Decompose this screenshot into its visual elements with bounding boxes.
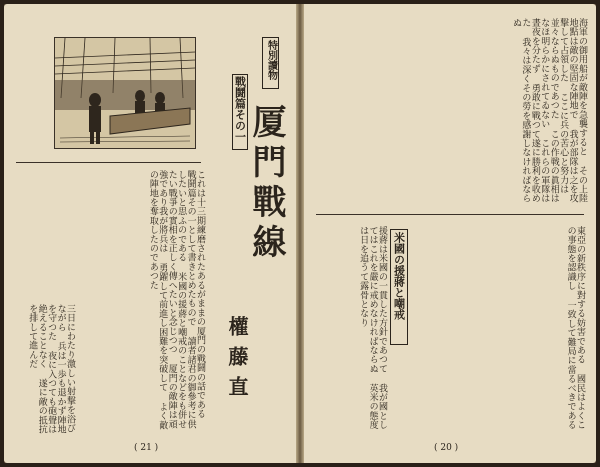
text-column: 我々は深くその勞を感謝しなければならぬ <box>510 18 531 204</box>
section-heading: 米國の援蔣と嘲戒 <box>390 229 408 345</box>
subtitle: 戰鬪篇その一 <box>232 74 248 150</box>
right-page <box>304 4 596 463</box>
text-column: 勇敢に戰つて遂に勝利を收めた <box>520 18 540 204</box>
text-column: 英米の態度は日を追うて露骨となり <box>358 226 378 430</box>
page-number-right: ( 20 ) <box>434 443 459 453</box>
soldiers-illustration-icon <box>54 37 196 149</box>
text-column: 援蔣は米國の一貫した方針であつて <box>377 226 387 374</box>
text-column: 東亞の新秩序に對する妨害である <box>575 226 585 364</box>
text-column: 夜に入つても砲聲は絶えることなく <box>36 304 57 434</box>
text-column: 三日にわたり激しい射撃を浴びながら <box>55 304 75 433</box>
text-column: 厦門の敵陣は頑強であり我が將兵は <box>157 170 177 429</box>
text-column: これらの軍隊は晝夜を分たず <box>529 18 550 204</box>
divider <box>16 162 201 163</box>
text-column: たい戰爭の實相を正しく傳へたいと念じつつ <box>166 170 177 354</box>
text-column: 國民はよくこの事態を認識し <box>565 226 585 430</box>
text-column: よく敵の陣地を奪取したのであつた <box>147 170 168 430</box>
text-column: この作戦の眞相はなほ明らかにされてゐない <box>539 18 559 204</box>
author-name: 權藤直 <box>225 316 249 406</box>
body-text-right-lower-a <box>316 226 386 436</box>
page-number-left: ( 21 ) <box>134 443 159 453</box>
book-spread <box>4 4 596 463</box>
text-column: 兵は一歩も退かず陣地を守つた <box>46 304 66 434</box>
book-gutter <box>296 4 304 463</box>
body-text-right-upper <box>316 18 586 208</box>
body-text-right-lower-b <box>424 226 584 436</box>
text-column: 米國の援蔣と嘲戒のことなどをも併せ <box>176 272 187 429</box>
body-text-left-lower <box>14 304 74 434</box>
text-column: 讀者諸君の御參考に供したいと思ふのである <box>176 170 196 429</box>
text-column: これは十三期練磨されたあるがままの厦門の戰鬪の話である <box>195 170 205 419</box>
text-column: 遂に敵の抵抗を排して進んだ <box>27 304 47 434</box>
left-page <box>4 4 296 463</box>
divider <box>316 214 584 215</box>
text-column: 我が國としてはこれを嚴に戒めなければならぬ <box>367 226 387 430</box>
text-column: 海軍の御用船が敵陣を急襲すると <box>577 18 587 156</box>
text-column: 一致して難局に當るべきである <box>565 300 576 430</box>
text-column: 我が部隊は之を攻撃して占領した <box>558 18 578 204</box>
text-column: ここに兵の苦心と努力は並々ならぬものであつた <box>548 18 569 194</box>
series-label: 特別讀物 <box>262 37 279 89</box>
text-column: 勇躍して前進し困難を突破して <box>157 263 168 392</box>
text-column: その上陸地點は敵の堅固な陣地で <box>567 18 587 204</box>
article-title: 厦門戰線 <box>246 104 286 264</box>
text-column: 戰鬪篇その一として書きとめたもので <box>185 170 196 327</box>
